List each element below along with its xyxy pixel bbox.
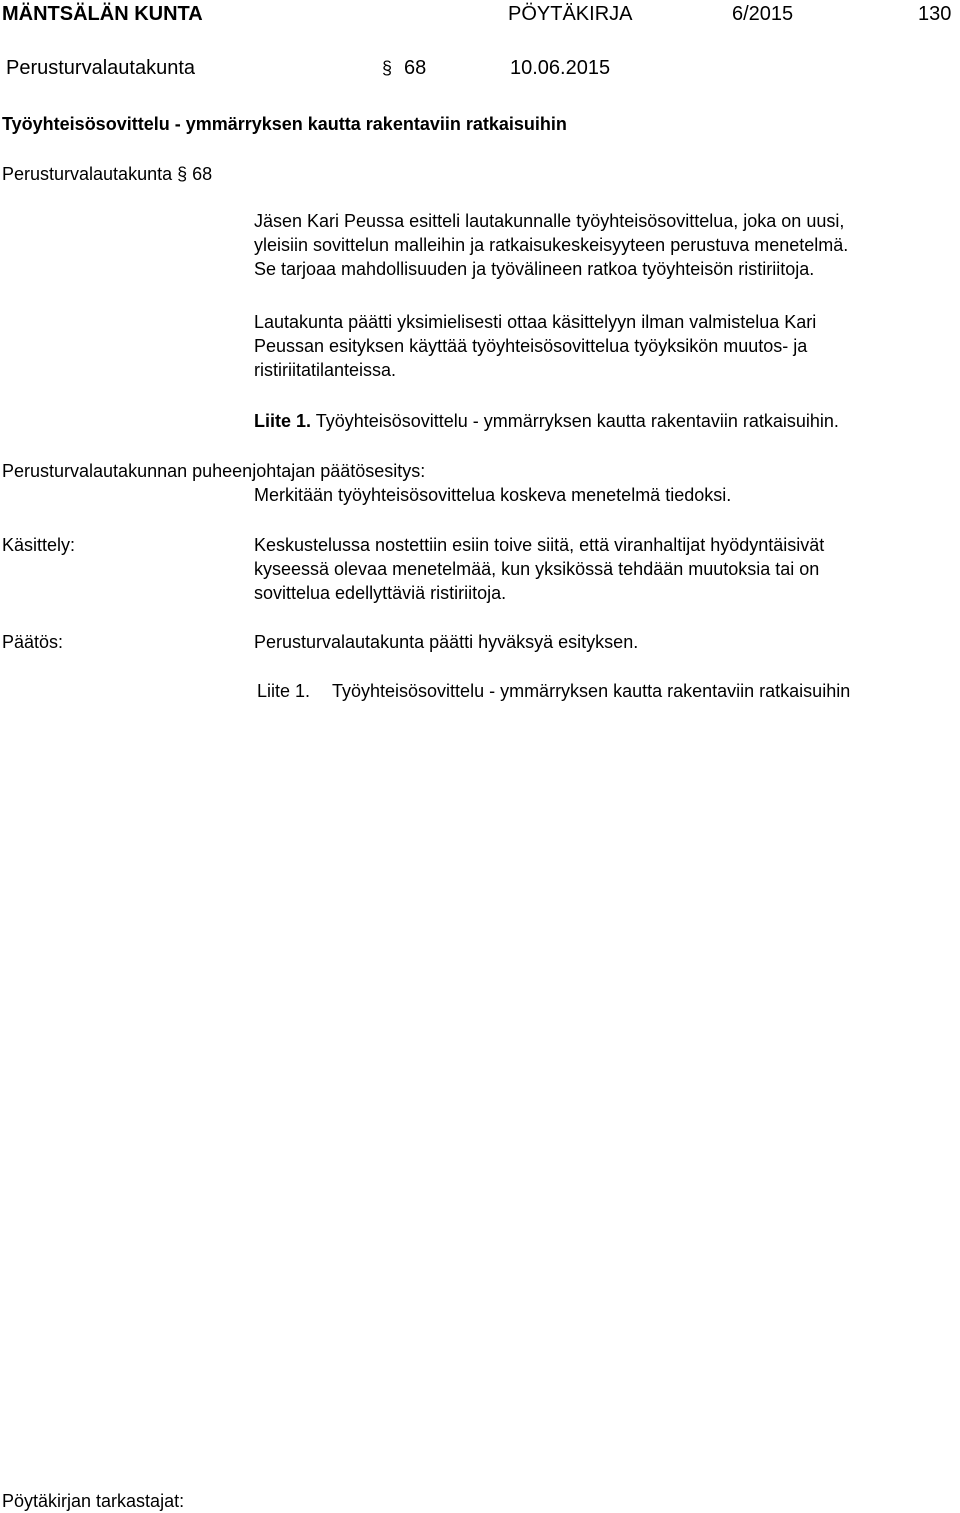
board-reference-name: Perusturvalautakunta <box>2 164 173 184</box>
municipality-name: MÄNTSÄLÄN KUNTA <box>2 3 203 25</box>
board-reference-section-symbol: § <box>177 164 188 184</box>
document-type: PÖYTÄKIRJA <box>508 3 633 25</box>
intro-line: Se tarjoaa mahdollisuuden ja työvälineen ratkoa työyhteisön ristiriitoja. <box>254 259 815 279</box>
chair-proposal-label: Perusturvalautakunnan puheenjohtajan päätösesitys: <box>2 461 426 481</box>
handling-line: kyseessä olevaa menetelmää, kun yksikössä tehdään muutoksia tai on <box>254 559 820 579</box>
intro-paragraph <box>254 209 954 281</box>
attachment-text: Työyhteisösovittelu - ymmärryksen kautta rakentaviin ratkaisuihin. <box>315 411 839 431</box>
handling-line: sovittelua edellyttäviä ristiriitoja. <box>254 583 507 603</box>
attachment-footer-text: Työyhteisösovittelu - ymmärryksen kautta rakentaviin ratkaisuihin <box>332 681 851 701</box>
handling-paragraph <box>254 533 954 605</box>
handling-label: Käsittely: <box>2 535 76 555</box>
section-number: 68 <box>404 57 427 79</box>
attachment-footer-label: Liite 1. <box>257 681 311 701</box>
section-symbol: § <box>382 58 393 78</box>
decision-prep-line: Lautakunta päätti yksimielisesti ottaa käsittelyyn ilman valmistelua Kari <box>254 312 817 332</box>
board-reference <box>2 162 212 186</box>
decision-prep-line: ristiriitatilanteissa. <box>254 360 397 380</box>
board-name: Perusturvalautakunta <box>6 57 196 79</box>
attachment-line <box>254 409 954 433</box>
decision-prep-line: Peussan esityksen käyttää työyhteisösovittelua työyksikön muutos- ja <box>254 336 808 356</box>
attachment-label: Liite 1. <box>254 411 312 431</box>
intro-line: Jäsen Kari Peussa esitteli lautakunnalle työyhteisösovittelua, joka on uusi, <box>254 211 845 231</box>
chair-proposal-text: Merkitään työyhteisösovittelua koskeva menetelmä tiedoksi. <box>254 485 732 505</box>
board-reference-number: 68 <box>192 164 213 184</box>
decision-prep-paragraph <box>254 310 954 382</box>
reviewers-label: Pöytäkirjan tarkastajat: <box>2 1491 185 1511</box>
item-title: Työyhteisösovittelu - ymmärryksen kautta rakentaviin ratkaisuihin <box>2 114 567 134</box>
decision-text: Perusturvalautakunta päätti hyväksyä esityksen. <box>254 632 639 652</box>
intro-line: yleisiin sovittelun malleihin ja ratkaisukeskeisyyteen perustuva menetelmä. <box>254 235 849 255</box>
page-number: 130 <box>918 3 952 25</box>
decision-label: Päätös: <box>2 632 64 652</box>
handling-line: Keskustelussa nostettiin esiin toive siitä, että viranhaltijat hyödyntäisivät <box>254 535 825 555</box>
issue-number: 6/2015 <box>732 3 794 25</box>
meeting-date: 10.06.2015 <box>510 57 611 79</box>
